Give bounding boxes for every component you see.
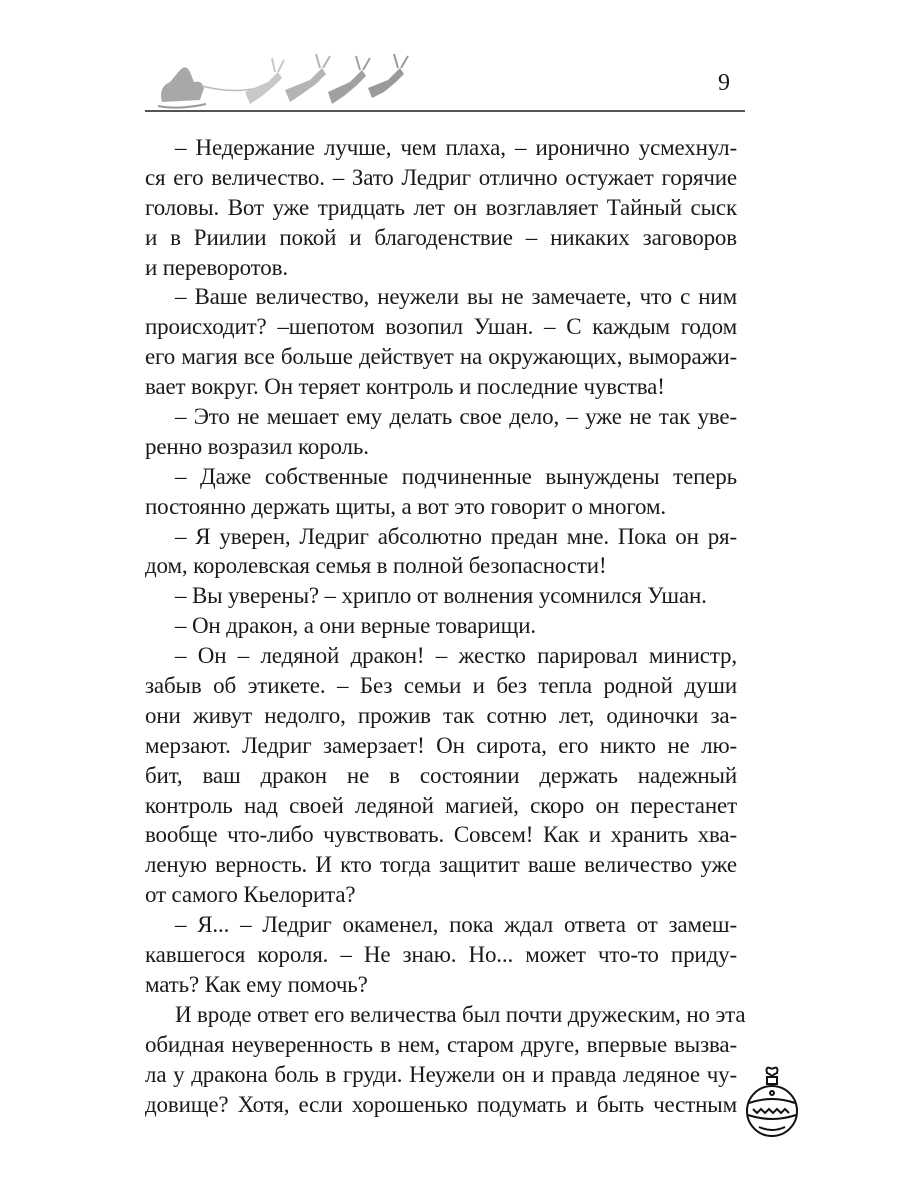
text-line: ла у дракона боль в груди. Неужели он и правда ледяное чу- <box>145 1061 737 1087</box>
header-rule <box>145 110 745 112</box>
sleigh-reindeer-illustration <box>150 52 420 112</box>
text-line: кавшегося короля. – Не знаю. Но... может что-то приду- <box>145 942 737 968</box>
text-line: и в Риилии покой и благоденствие – никаких заговоров <box>145 224 737 250</box>
text-line: довище? Хотя, если хорошенько подумать и быть честным <box>145 1091 737 1117</box>
text-line: – Я уверен, Ледриг абсолютно предан мне. Пока он ря- <box>175 523 737 549</box>
text-line: постоянно держать щиты, а вот это говорит о многом. <box>145 493 666 519</box>
text-line: вает вокруг. Он теряет контроль и последние чувства! <box>145 374 665 400</box>
text-line: головы. Вот уже тридцать лет он возглавляет Тайный сыск <box>145 194 737 220</box>
text-line: – Я... – Ледриг окаменел, пока ждал ответа от замеш- <box>175 912 737 938</box>
text-line: – Он – ледяной дракон! – жестко парировал министр, <box>175 643 737 669</box>
text-line: они живут недолго, прожив так сотню лет, одиночки за- <box>145 702 737 728</box>
text-line: ся его величество. – Зато Ледриг отлично остужает горячие <box>145 164 737 190</box>
text-line: и переворотов. <box>145 254 288 280</box>
body-text <box>145 133 746 1119</box>
text-line: И вроде ответ его величества был почти дружеским, но эта <box>175 1001 746 1027</box>
text-line: – Даже собственные подчиненные вынуждены теперь <box>175 463 737 489</box>
text-line: дом, королевская семья в полной безопасности! <box>145 553 607 579</box>
text-line: – Он дракон, а они верные товарищи. <box>175 613 536 639</box>
text-line: мерзают. Ледриг замерзает! Он сирота, его никто не лю- <box>145 732 737 758</box>
text-line: – Ваше величество, неужели вы не замечаете, что с ним <box>175 284 737 310</box>
text-line: обидная неуверенность в нем, старом друге, впервые вызва- <box>145 1031 737 1057</box>
text-line: – Вы уверены? – хрипло от волнения усомнился Ушан. <box>175 583 707 609</box>
text-line: мать? Как ему помочь? <box>145 971 368 997</box>
text-line: ренно возразил король. <box>145 433 369 459</box>
text-line: забыв об этикете. – Без семьи и без тепла родной души <box>145 673 737 699</box>
text-line: вообще что-либо чувствовать. Совсем! Как и хранить хва- <box>145 822 737 848</box>
text-line: леную верность. И кто тогда защитит ваше величество уже <box>145 852 737 878</box>
text-line: – Это не мешает ему делать свое дело, – уже не так уве- <box>175 404 737 430</box>
text-line: от самого Кьелорита? <box>145 882 356 908</box>
text-line: происходит? –шепотом возопил Ушан. – С каждым годом <box>145 314 737 340</box>
text-line: бит, ваш дракон не в состоянии держать надежный <box>145 762 737 788</box>
text-line: его магия все больше действует на окружающих, выморажи- <box>145 344 737 370</box>
christmas-ornament-icon <box>745 1065 800 1145</box>
text-line: – Недержание лучше, чем плаха, – иронично усмехнул- <box>175 135 737 160</box>
page-number: 9 <box>718 70 730 96</box>
text-line: контроль над своей ледяной магией, скоро он перестанет <box>145 792 737 818</box>
